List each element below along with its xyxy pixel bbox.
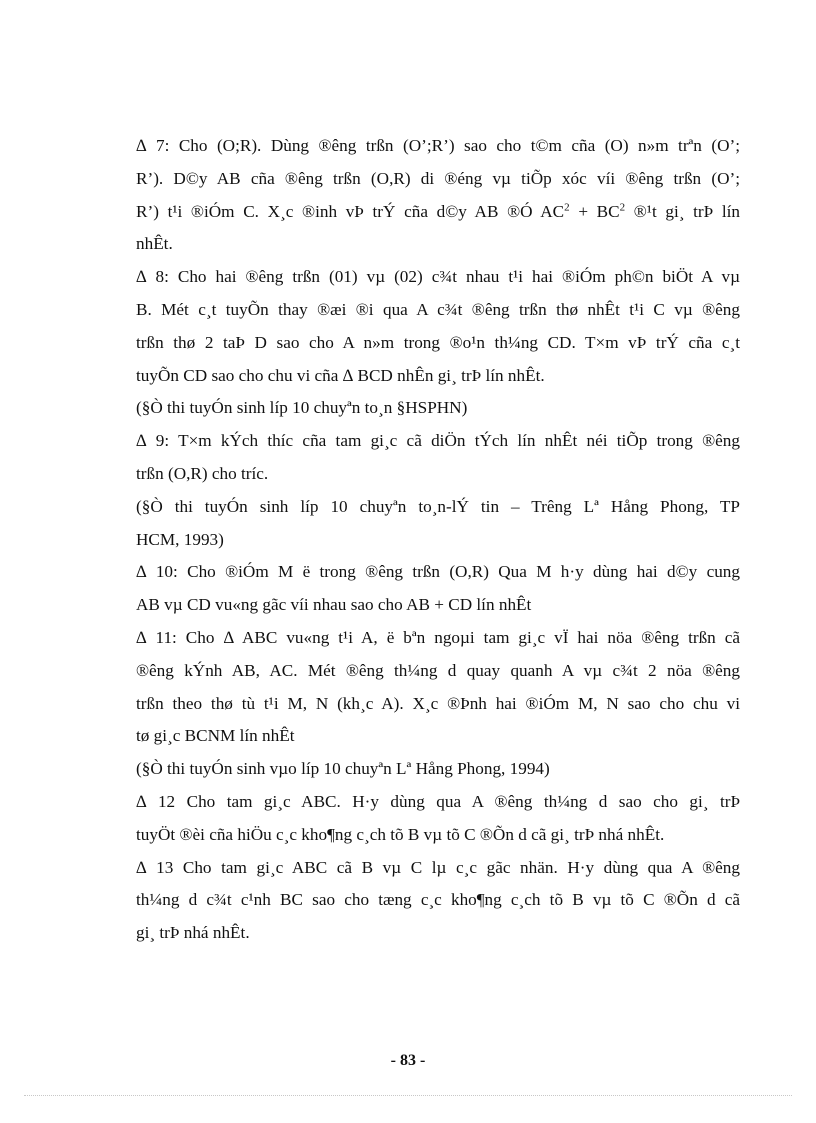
text-line: ∆ 9: T×m kÝch thíc cña tam gi¸c cã diÖn tÝch lín nhÊt néi tiÕp trong ®êng <box>136 431 740 451</box>
text-line: ®êng kÝnh AB, AC. Mét ®êng th¼ng d quay quanh A vµ c¾t 2 nöa ®êng <box>136 660 740 680</box>
text-line <box>136 196 740 229</box>
superscript: 2 <box>619 200 626 213</box>
text-line: trßn theo thø tù t¹i M, N (kh¸c A). X¸c ®Þnh hai ®iÓm M, N sao cho chu vi <box>136 693 740 713</box>
page-number: - 83 - <box>390 1052 426 1069</box>
text-fragment: R’) t¹i ®iÓm C. X¸c ®inh vÞ trÝ cña d©y AB ®Ó AC <box>136 201 565 221</box>
text-line: nhÊt. <box>136 234 173 254</box>
text-line: AB vµ CD vu«ng gãc víi nhau sao cho AB + CD lín nhÊt <box>136 595 532 615</box>
text-line: ∆ 10: Cho ®iÓm M ë trong ®êng trßn (O,R) Qua M h·y dùng hai d©y cung <box>136 562 740 582</box>
text-line: trßn thø 2 taÞ D sao cho A n»m trong ®o¹n th¼ng CD. T×m vÞ trÝ cña c¸t <box>136 332 740 352</box>
text-fragment: ®¹t gi¸ trÞ lín <box>625 201 741 221</box>
text-fragment: + BC <box>569 201 620 221</box>
source-note: (§Ò thi tuyÓn sinh líp 10 chuyªn to¸n-lÝ tin – Trêng Lª Hång Phong, TP <box>136 496 740 516</box>
text-line: gi¸ trÞ nhá nhÊt. <box>136 923 250 943</box>
text-line: tuyÕn CD sao cho chu vi cña ∆ BCD nhÊn gi¸ trÞ lín nhÊt. <box>136 365 545 385</box>
text-line: tuyÖt ®èi cña hiÖu c¸c kho¶ng c¸ch tõ B vµ tõ C ®Õn d cã gi¸ trÞ nhá nhÊt. <box>136 824 665 844</box>
source-note: (§Ò thi tuyÓn sinh vµo líp 10 chuyªn Lª Hång Phong, 1994) <box>136 759 550 779</box>
text-line: ∆ 11: Cho ∆ ABC vu«ng t¹i A, ë bªn ngoµi tam gi¸c vÏ hai nöa ®êng trßn cã <box>136 627 740 647</box>
page-body <box>136 130 740 950</box>
text-line: ∆ 7: Cho (O;R). Dùng ®êng trßn (O’;R’) sao cho t©m cña (O) n»m trªn (O’; <box>136 136 740 155</box>
source-note: HCM, 1993) <box>136 529 224 549</box>
text-line: trßn (O,R) cho tríc. <box>136 463 269 483</box>
text-line: ∆ 13 Cho tam gi¸c ABC cã B vµ C lµ c¸c gãc nhän. H·y dùng qua A ®êng <box>136 857 740 877</box>
page-bottom-divider <box>24 1095 792 1096</box>
text-line: ∆ 8: Cho hai ®êng trßn (01) vµ (02) c¾t nhau t¹i hai ®iÓm ph©n biÖt A vµ <box>136 267 740 287</box>
text-line: tø gi¸c BCNM lín nhÊt <box>136 726 295 746</box>
superscript: 2 <box>564 200 570 213</box>
text-line: th¼ng d c¾t c¹nh BC sao cho tæng c¸c kho¶ng c¸ch tõ B vµ tõ C ®Õn d cã <box>136 890 740 910</box>
text-line: ∆ 12 Cho tam gi¸c ABC. H·y dùng qua A ®êng th¼ng d sao cho gi¸ trÞ <box>136 791 740 811</box>
text-line: R’). D©y AB cña ®êng trßn (O,R) di ®éng vµ tiÕp xóc víi ®êng trßn (O’; <box>136 168 740 188</box>
text-line: B. Mét c¸t tuyÕn thay ®æi ®i qua A c¾t ®êng trßn thø nhÊt t¹i C vµ ®êng <box>136 299 740 319</box>
source-note: (§Ò thi tuyÓn sinh líp 10 chuyªn to¸n §HSPHN) <box>136 398 468 418</box>
